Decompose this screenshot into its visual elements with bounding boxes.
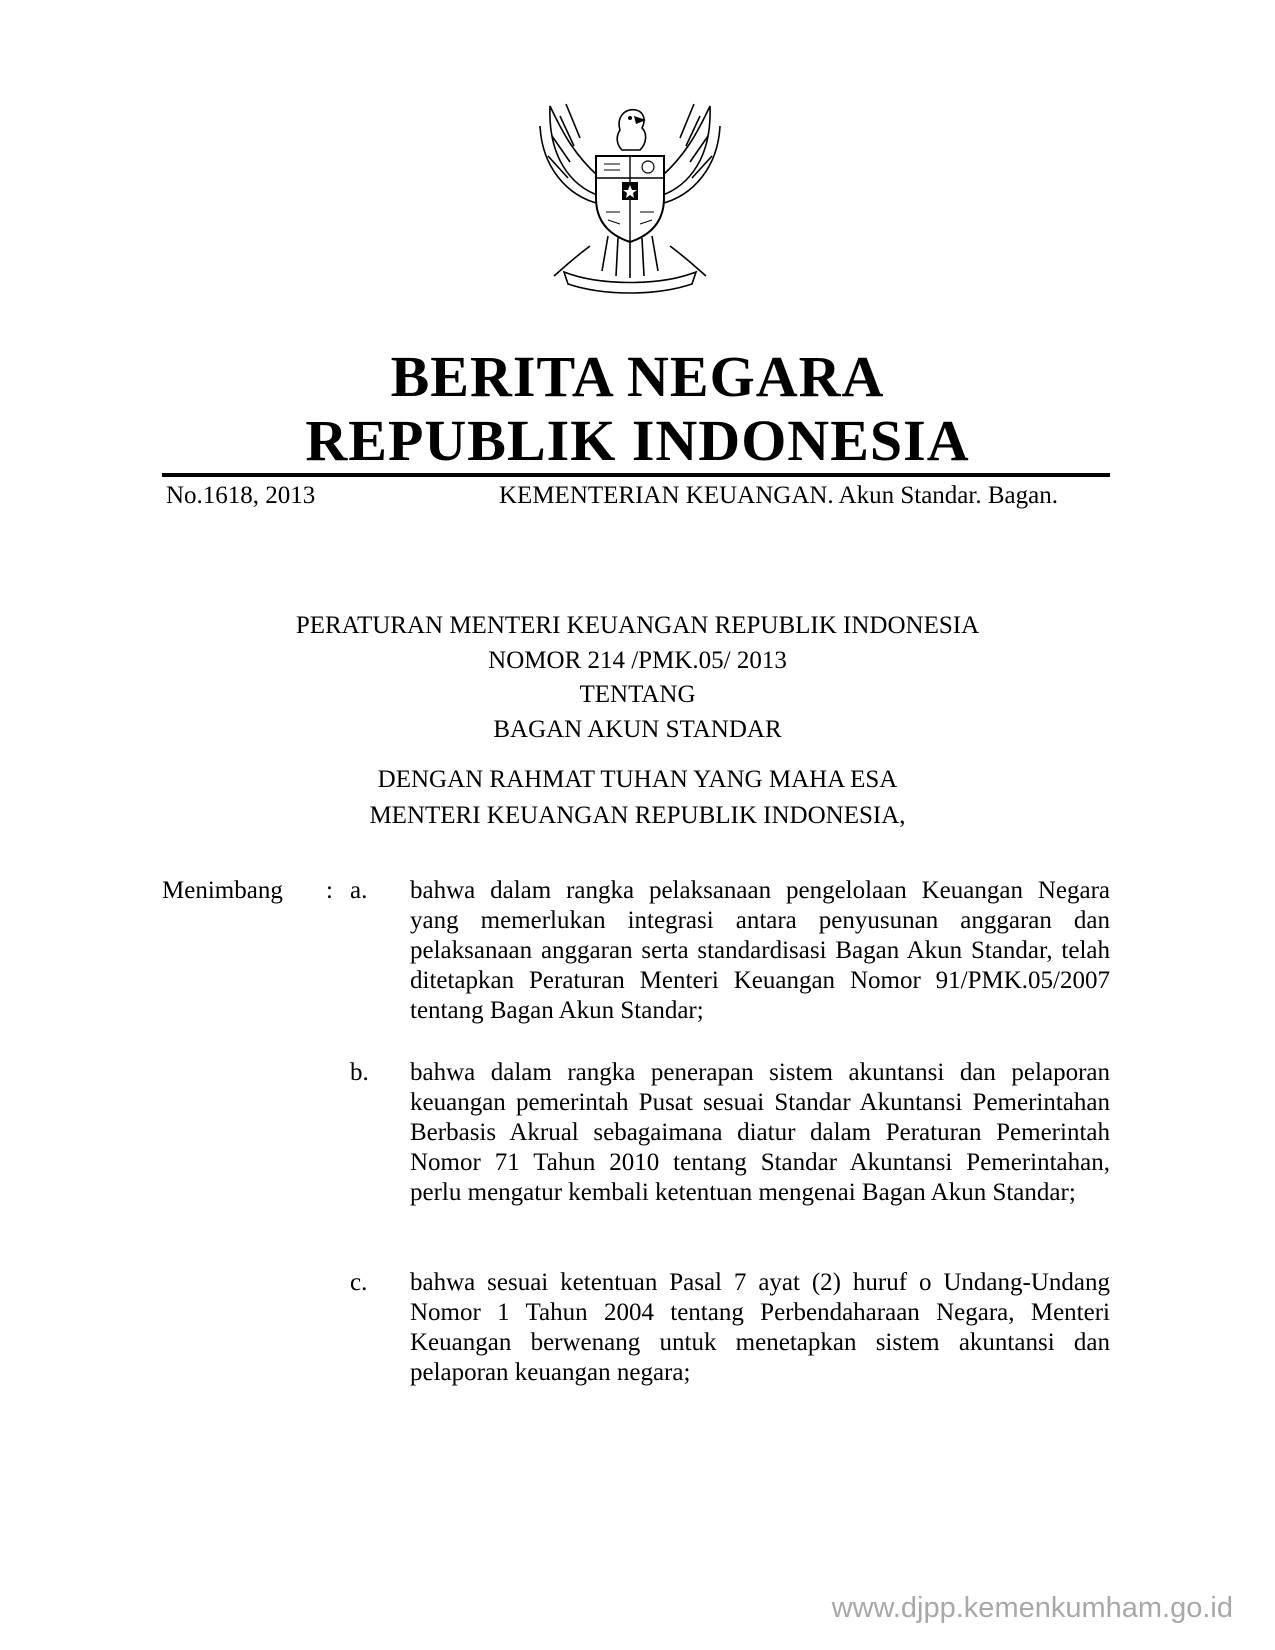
gazette-title-line1: BERITA NEGARA xyxy=(390,344,885,409)
title-divider xyxy=(162,473,1110,477)
clause-marker-c: c. xyxy=(350,1269,368,1296)
clause-marker-a: a. xyxy=(350,877,368,904)
considering-label: Menimbang xyxy=(162,877,283,904)
clause-text-b: bahwa dalam rangka penerapan sistem akuntansi dan pelaporan keuangan pemerintah Pusat sesuai Standar Akuntansi Pemerintahan Berbasis Akrual sebagaimana diatur dalam Peraturan Pemerintah Nomor 71 Tahun 2010 tentang Standar Akuntansi Pemerintahan, perlu mengatur kembali ketentuan mengenai Bagan Akun Standar; xyxy=(410,1059,1110,1206)
source-watermark: www.djpp.kemenkumham.go.id xyxy=(831,1592,1233,1624)
clause-text-c: bahwa sesuai ketentuan Pasal 7 ayat (2) huruf o Undang-Undang Nomor 1 Tahun 2004 tentang Perbendaharaan Negara, Menteri Keuangan berwenang untuk menetapkan sistem akuntansi dan pelaporan keuangan negara; xyxy=(410,1269,1110,1386)
clause-text-a: bahwa dalam rangka pelaksanaan pengelolaan Keuangan Negara yang memerlukan integrasi antara penyusunan anggaran dan pelaksanaan anggaran serta standardisasi Bagan Akun Standar, telah ditetapkan Peraturan Menteri Keuangan Nomor 91/PMK.05/2007 tentang Bagan Akun Standar; xyxy=(410,877,1110,1024)
regulation-subject: BAGAN AKUN STANDAR xyxy=(493,716,782,743)
regulation-title: PERATURAN MENTERI KEUANGAN REPUBLIK INDONESIA xyxy=(295,612,980,639)
considering-colon: : xyxy=(326,877,333,904)
regulation-number: NOMOR 214 /PMK.05/ 2013 xyxy=(488,647,787,674)
gazette-number: No.1618, 2013 xyxy=(166,482,316,509)
regulation-about: TENTANG xyxy=(579,681,696,708)
preamble-line1: DENGAN RAHMAT TUHAN YANG MAHA ESA xyxy=(377,766,898,793)
ministry-subject: KEMENTERIAN KEUANGAN. Akun Standar. Bagan. xyxy=(499,482,1058,509)
gazette-title-line2: REPUBLIK INDONESIA xyxy=(305,408,970,473)
garuda-emblem xyxy=(530,86,730,296)
clause-marker-b: b. xyxy=(350,1059,369,1086)
garuda-icon xyxy=(530,86,730,296)
preamble-line2: MENTERI KEUANGAN REPUBLIK INDONESIA, xyxy=(369,802,906,829)
